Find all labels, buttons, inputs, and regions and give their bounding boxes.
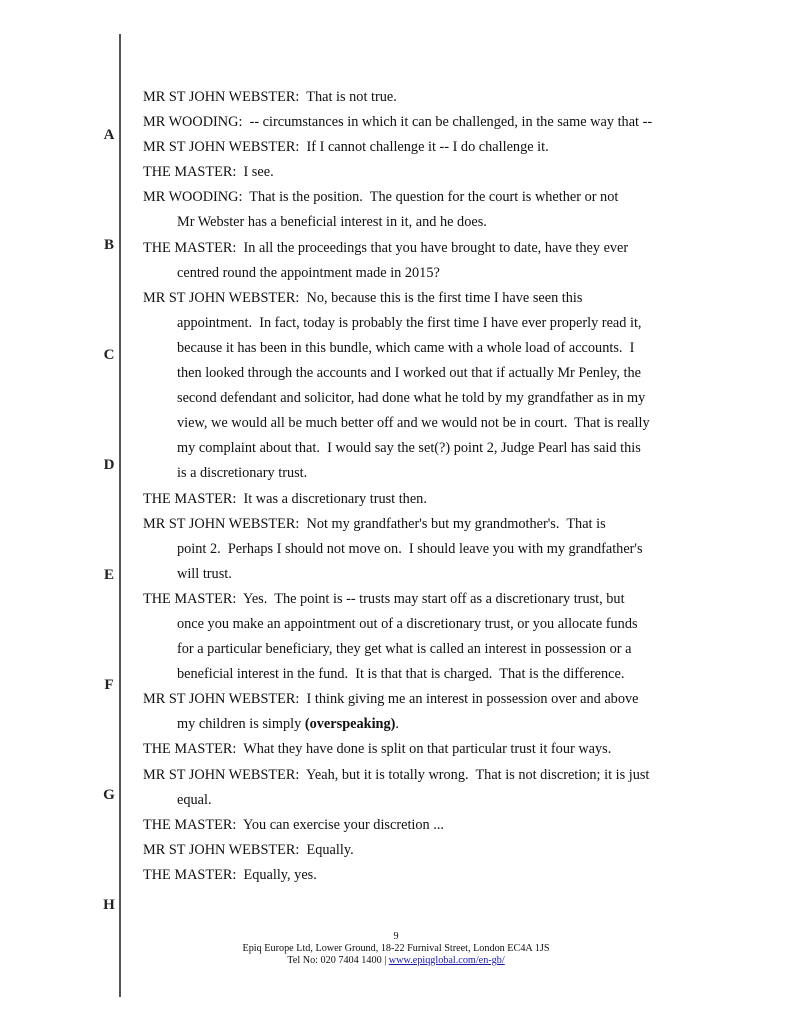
transcript-line <box>143 286 678 311</box>
line-text: point 2. Perhaps I should not move on. I should leave you with my grandfather's <box>177 540 643 557</box>
overspeaking-marker: (overspeaking) <box>304 716 396 733</box>
line-text: In all the proceedings that you have brought to date, have they ever <box>236 239 629 256</box>
margin-letter-d: D <box>103 457 115 473</box>
speaker-label: THE MASTER: <box>143 490 237 507</box>
margin-letter-b: B <box>103 237 114 253</box>
line-text: is a discretionary trust. <box>177 465 308 482</box>
transcript-line <box>143 236 678 261</box>
line-text: Not my grandfather's but my grandmother's. That is <box>299 515 606 532</box>
line-text: -- circumstances in which it can be challenged, in the same way that -- <box>242 114 653 131</box>
line-text: What they have done is split on that particular trust it four ways. <box>236 741 612 758</box>
transcript-continuation-line <box>143 261 678 286</box>
transcript-line <box>143 737 678 762</box>
line-text-tail: . <box>395 716 399 733</box>
speaker-label: MR ST JOHN WEBSTER: <box>143 691 300 708</box>
footer-website-link[interactable]: www.epiqglobal.com/en-gb/ <box>388 955 505 966</box>
line-text: Equally, yes. <box>236 866 317 883</box>
speaker-label: MR WOODING: <box>143 189 243 206</box>
transcript-line <box>143 838 678 863</box>
transcript-continuation-line <box>143 612 678 637</box>
transcript-continuation-line <box>143 712 678 737</box>
transcript-line <box>143 587 678 612</box>
line-text: once you make an appointment out of a discretionary trust, or you allocate funds <box>177 615 638 632</box>
transcript-line <box>143 85 678 110</box>
speaker-label: MR ST JOHN WEBSTER: <box>143 89 300 105</box>
line-text: beneficial interest in the fund. It is that that is charged. That is the difference. <box>177 666 625 683</box>
speaker-label: MR ST JOHN WEBSTER: <box>143 515 300 532</box>
line-text: Mr Webster has a beneficial interest in it, and he does. <box>177 214 487 231</box>
transcript-continuation-line <box>143 788 678 813</box>
line-text: appointment. In fact, today is probably the first time I have ever properly read it, <box>177 314 642 331</box>
line-text: I think giving me an interest in possession over and above <box>299 691 639 708</box>
transcript-continuation-line <box>143 537 678 562</box>
line-text: No, because this is the first time I have seen this <box>299 289 583 306</box>
margin-letter-h: H <box>103 897 115 913</box>
transcript-continuation-line <box>143 562 678 587</box>
speaker-label: THE MASTER: <box>143 239 237 256</box>
transcript-line <box>143 687 678 712</box>
transcript-line <box>143 160 678 185</box>
transcript-continuation-line <box>143 436 678 461</box>
transcript-continuation-line <box>143 461 678 486</box>
line-text: view, we would all be much better off and we would not be in court. That is really <box>177 415 650 432</box>
transcript-line <box>143 512 678 537</box>
margin-letter-e: E <box>103 567 114 583</box>
footer-tel: Tel No: 020 7404 1400 | <box>287 955 389 966</box>
speaker-label: THE MASTER: <box>143 816 237 833</box>
transcript-line <box>143 487 678 512</box>
transcript-line <box>143 863 678 888</box>
line-text: That is not true. <box>299 89 397 105</box>
speaker-label: MR WOODING: <box>143 114 243 131</box>
speaker-label: THE MASTER: <box>143 590 237 607</box>
transcript-continuation-line <box>143 662 678 687</box>
transcript-continuation-line <box>143 386 678 411</box>
page-number: 9 <box>393 931 399 942</box>
margin-letter-c: C <box>103 347 115 363</box>
line-text: Equally. <box>299 841 354 858</box>
speaker-label: MR ST JOHN WEBSTER: <box>143 766 300 783</box>
line-text: If I cannot challenge it -- I do challenge it. <box>299 139 549 156</box>
transcript-continuation-line <box>143 411 678 436</box>
speaker-label: MR ST JOHN WEBSTER: <box>143 841 300 858</box>
line-text: centred round the appointment made in 2015? <box>177 264 440 281</box>
line-text: You can exercise your discretion ... <box>236 816 444 833</box>
line-text: That is the position. The question for the court is whether or not <box>242 189 619 206</box>
transcript-line <box>143 110 678 135</box>
speaker-label: THE MASTER: <box>143 866 237 883</box>
transcript-line <box>143 763 678 788</box>
line-text: equal. <box>177 791 212 808</box>
transcript-body <box>143 85 678 888</box>
line-text: second defendant and solicitor, had done what he told by my grandfather as in my <box>177 390 646 407</box>
margin-letter-a: A <box>103 127 115 143</box>
line-text: It was a discretionary trust then. <box>236 490 427 507</box>
speaker-label: THE MASTER: <box>143 164 237 181</box>
margin-letter-f: F <box>104 677 114 693</box>
speaker-label: MR ST JOHN WEBSTER: <box>143 289 300 306</box>
transcript-line <box>143 813 678 838</box>
line-text: Yes. The point is -- trusts may start off as a discretionary trust, but <box>236 590 625 607</box>
line-text: because it has been in this bundle, which came with a whole load of accounts. I <box>177 339 635 356</box>
line-text: will trust. <box>177 565 232 582</box>
speaker-label: THE MASTER: <box>143 741 237 758</box>
line-text: my children is simply <box>177 716 305 733</box>
line-text: my complaint about that. I would say the set(?) point 2, Judge Pearl has said this <box>177 440 641 457</box>
transcript-line <box>143 135 678 160</box>
speaker-label: MR ST JOHN WEBSTER: <box>143 139 300 156</box>
margin-letter-g: G <box>103 787 115 803</box>
margin-rule <box>119 34 121 997</box>
transcript-line <box>143 185 678 210</box>
footer-company-line: Epiq Europe Ltd, Lower Ground, 18-22 Furnival Street, London EC4A 1JS <box>242 943 550 954</box>
footer-contact-line <box>0 955 792 967</box>
transcript-continuation-line <box>143 311 678 336</box>
transcript-continuation-line <box>143 361 678 386</box>
line-text: for a particular beneficiary, they get what is called an interest in possession or a <box>177 641 632 658</box>
line-text: I see. <box>236 164 274 181</box>
transcript-continuation-line <box>143 336 678 361</box>
transcript-continuation-line <box>143 210 678 235</box>
line-text: then looked through the accounts and I worked out that if actually Mr Penley, the <box>177 365 641 382</box>
line-text: Yeah, but it is totally wrong. That is not discretion; it is just <box>299 766 650 783</box>
transcript-continuation-line <box>143 637 678 662</box>
